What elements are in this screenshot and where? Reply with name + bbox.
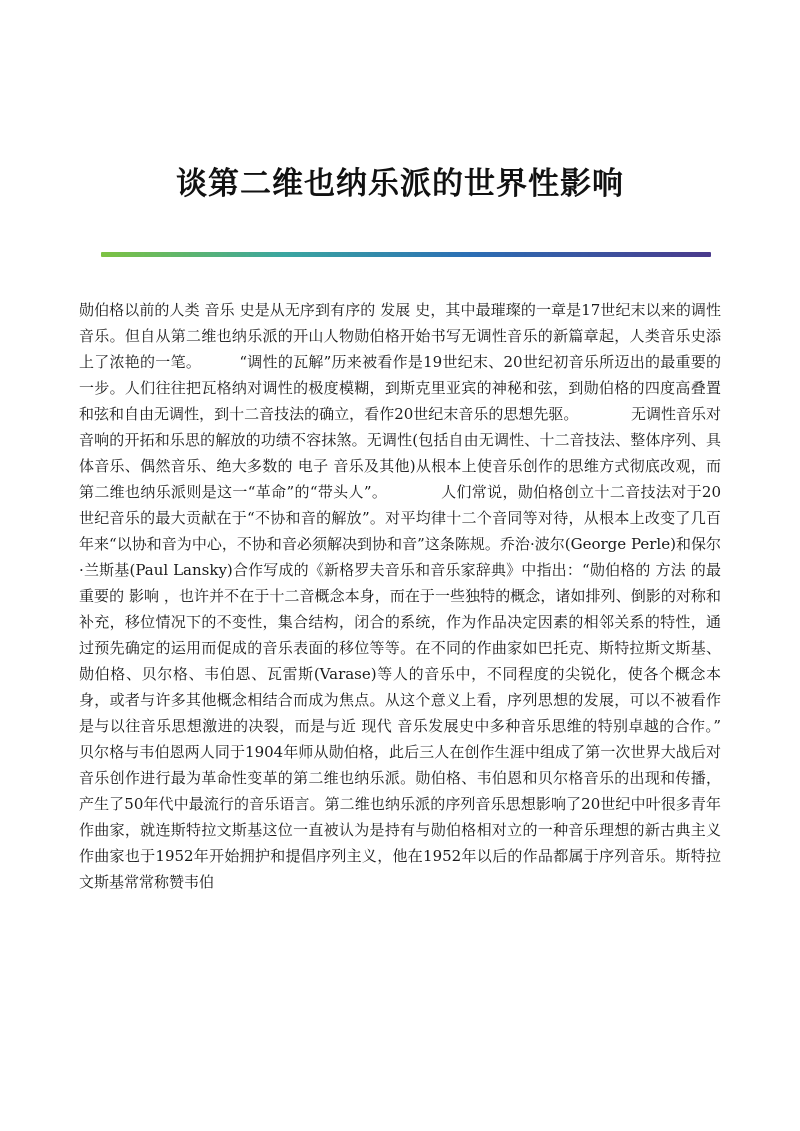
document-title: 谈第二维也纳乐派的世界性影响	[176, 166, 624, 202]
title-divider	[101, 252, 711, 257]
document-body: 勋伯格以前的人类 音乐 史是从无序到有序的 发展 史，其中最璀璨的一章是17世纪末以来的调性音乐。但自从第二维也纳乐派的开山人物勋伯格开始书写无调性音乐的新篇章起，人类音乐史添上了浓艳的一笔。 “调性的瓦解”历来被看作是19世纪末、20世纪初音乐所迈出的最重要的一步。人们往往把瓦格纳对调性的极度模糊，到斯克里亚宾的神秘和弦，到勋伯格的四度高叠置和弦和自由无调性，到十二音技法的确立，看作20世纪末音乐的思想先驱。 无调性音乐对音响的开拓和乐思的解放的功绩不容抹煞。无调性(包括自由无调性、十二音技法、整体序列、具体音乐、偶然音乐、绝大多数的 电子 音乐及其他)从根本上使音乐创作的思维方式彻底改观，而第二维也纳乐派则是这一“革命”的“带头人”。 人们常说，勋伯格创立十二音技法对于20世纪音乐的最大贡献在于“不协和音的解放”。对平均律十二个音同等对待，从根本上改变了几百年来“以协和音为中心，不协和音必须解决到协和音”这条陈规。乔治·波尔(George Perle)和保尔·兰斯基(Paul Lansky)合作写成的《新格罗夫音乐和音乐家辞典》中指出：“勋伯格的 方法 的最重要的 影响 ，也许并不在于十二音概念本身，而在于一些独特的概念，诸如排列、倒影的对称和补充，移位情况下的不变性，集合结构，闭合的系统，作为作品决定因素的相邻关系的特性，通过预先确定的运用而促成的音乐表面的移位等等。在不同的作曲家如巴托克、斯特拉斯文斯基、勋伯格、贝尔格、韦伯恩、瓦雷斯(Varase)等人的音乐中，不同程度的尖锐化，使各个概念本身，或者与许多其他概念相结合而成为焦点。从这个意义上看，序列思想的发展，可以不被看作是与以往音乐思想激进的决裂，而是与近 现代 音乐发展史中多种音乐思维的特别卓越的合作。” 贝尔格与韦伯恩两人同于1904年师从勋伯格，此后三人在创作生涯中组成了第一次世界大战后对音乐创作进行最为革命性变革的第二维也纳乐派。勋伯格、韦伯恩和贝尔格音乐的出现和传播，产生了50年代中最流行的音乐语言。第二维也纳乐派的序列音乐思想影响了20世纪中叶很多青年作曲家，就连斯特拉文斯基这位一直被认为是持有与勋伯格相对立的一种音乐理想的新古典主义作曲家也于1952年开始拥护和提倡序列主义，他在1952年以后的作品都属于序列音乐。斯特拉文斯基常常称赞韦伯	[79, 301, 782, 891]
